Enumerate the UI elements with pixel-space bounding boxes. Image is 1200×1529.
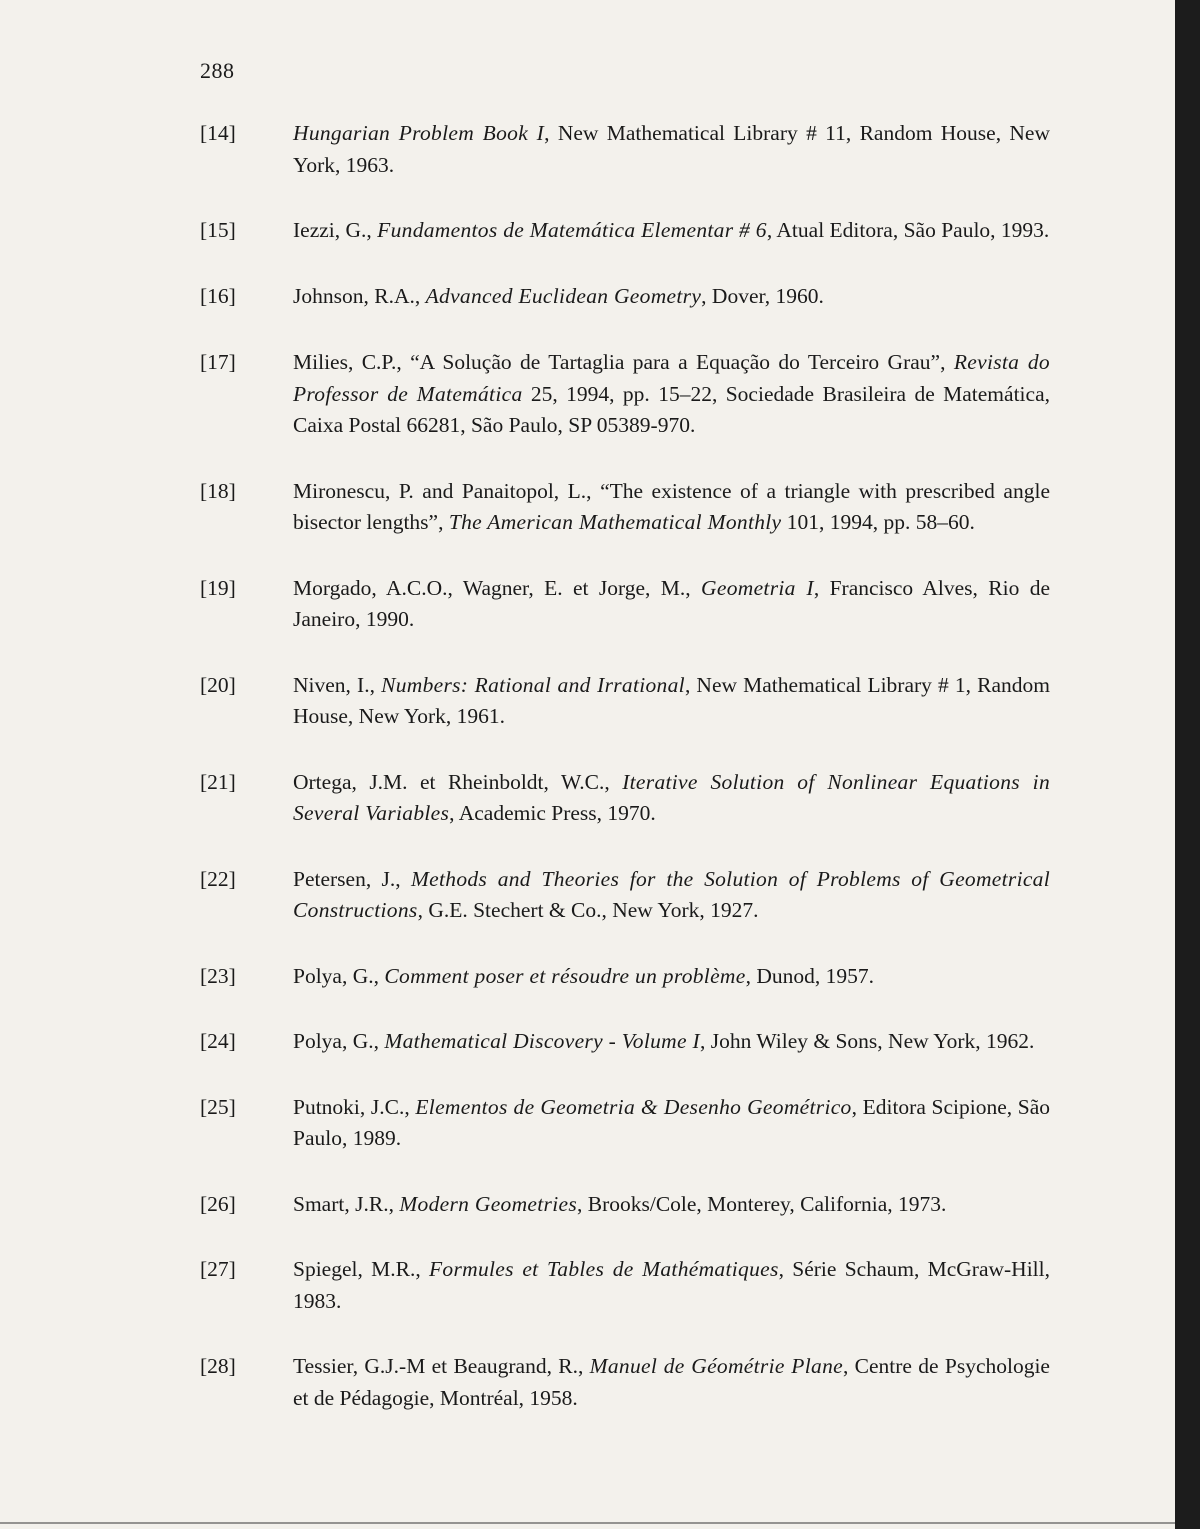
reference-details: , Centre de Psychologie et de Pédagogie, Montréal, 1958. [293, 1354, 1050, 1410]
reference-number: [16] [200, 281, 236, 313]
reference-title: Mathematical Discovery - Volume I [384, 1029, 700, 1053]
reference-title: Manuel de Géométrie Plane [590, 1354, 843, 1378]
reference-number: [22] [200, 864, 236, 896]
reference-number: [14] [200, 118, 236, 150]
reference-authors: Smart, J.R., [293, 1192, 399, 1216]
reference-number: [25] [200, 1092, 236, 1124]
reference-entry [200, 1254, 1050, 1317]
reference-entry [200, 670, 1050, 733]
reference-entry [200, 1351, 1050, 1414]
reference-number: [20] [200, 670, 236, 702]
reference-number: [24] [200, 1026, 236, 1058]
reference-title: Geometria I [701, 576, 814, 600]
reference-number: [17] [200, 347, 236, 379]
reference-details: , Academic Press, 1970. [449, 801, 656, 825]
reference-title: Methods and Theories for the Solution of Problems of Geometrical Constructions [293, 867, 1050, 923]
reference-title: Fundamentos de Matemática Elementar # 6 [377, 218, 767, 242]
reference-authors: Mironescu, P. and Panaitopol, L., “The existence of a triangle with prescribed angle bisector lengths”, [293, 479, 1050, 535]
book-page [0, 0, 1175, 1529]
reference-authors: Iezzi, G., [293, 218, 377, 242]
reference-details: , Brooks/Cole, Monterey, California, 1973. [577, 1192, 946, 1216]
reference-details: 101, 1994, pp. 58–60. [781, 510, 975, 534]
reference-number: [26] [200, 1189, 236, 1221]
reference-authors: Niven, I., [293, 673, 381, 697]
reference-details: , New Mathematical Library # 1, Random House, New York, 1961. [293, 673, 1050, 729]
reference-details: 25, 1994, pp. 15–22, Sociedade Brasileira de Matemática, Caixa Postal 66281, São Paulo, SP 05389-970. [293, 382, 1050, 438]
reference-authors: Putnoki, J.C., [293, 1095, 415, 1119]
reference-authors: Polya, G., [293, 964, 384, 988]
reference-details: , Dunod, 1957. [746, 964, 874, 988]
reference-authors: Morgado, A.C.O., Wagner, E. et Jorge, M., [293, 576, 701, 600]
reference-number: [18] [200, 476, 236, 508]
reference-authors: Spiegel, M.R., [293, 1257, 429, 1281]
reference-entry [200, 1026, 1050, 1058]
reference-details: , Série Schaum, McGraw-Hill, 1983. [293, 1257, 1050, 1313]
reference-entry [200, 961, 1050, 993]
reference-authors: Milies, C.P., “A Solução de Tartaglia para a Equação do Terceiro Grau”, [293, 350, 954, 374]
page-number: 288 [200, 58, 235, 84]
reference-entry [200, 573, 1050, 636]
page-bottom-edge [0, 1522, 1175, 1524]
reference-entry [200, 347, 1050, 442]
reference-number: [23] [200, 961, 236, 993]
reference-details: , New Mathematical Library # 11, Random House, New York, 1963. [293, 121, 1050, 177]
reference-title: Modern Geometries [399, 1192, 577, 1216]
reference-title: Advanced Euclidean Geometry [426, 284, 702, 308]
reference-authors: Polya, G., [293, 1029, 384, 1053]
reference-number: [19] [200, 573, 236, 605]
reference-details: , Editora Scipione, São Paulo, 1989. [293, 1095, 1050, 1151]
reference-authors: Petersen, J., [293, 867, 411, 891]
reference-authors: Ortega, J.M. et Rheinboldt, W.C., [293, 770, 622, 794]
reference-title: Hungarian Problem Book I [293, 121, 544, 145]
reference-title: Revista do Professor de Matemática [293, 350, 1050, 406]
reference-entry [200, 1092, 1050, 1155]
reference-details: , Francisco Alves, Rio de Janeiro, 1990. [293, 576, 1050, 632]
reference-details: , John Wiley & Sons, New York, 1962. [700, 1029, 1034, 1053]
reference-entry [200, 215, 1050, 247]
reference-entry [200, 118, 1050, 181]
reference-title: Formules et Tables de Mathématiques [429, 1257, 779, 1281]
reference-title: Elementos de Geometria & Desenho Geométrico [415, 1095, 851, 1119]
reference-entry [200, 281, 1050, 313]
reference-number: [15] [200, 215, 236, 247]
reference-number: [21] [200, 767, 236, 799]
reference-entry [200, 1189, 1050, 1221]
reference-number: [28] [200, 1351, 236, 1383]
bibliography-list [200, 118, 1050, 1414]
reference-details: , Dover, 1960. [701, 284, 824, 308]
reference-entry [200, 476, 1050, 539]
reference-details: , G.E. Stechert & Co., New York, 1927. [418, 898, 759, 922]
reference-number: [27] [200, 1254, 236, 1286]
reference-title: The American Mathematical Monthly [449, 510, 782, 534]
reference-authors: Tessier, G.J.-M et Beaugrand, R., [293, 1354, 590, 1378]
reference-title: Iterative Solution of Nonlinear Equations in Several Variables [293, 770, 1050, 826]
reference-details: , Atual Editora, São Paulo, 1993. [767, 218, 1049, 242]
reference-authors: Johnson, R.A., [293, 284, 426, 308]
reference-entry [200, 864, 1050, 927]
reference-title: Comment poser et résoudre un problème [384, 964, 745, 988]
scan-border [1175, 0, 1200, 1529]
reference-entry [200, 767, 1050, 830]
reference-title: Numbers: Rational and Irrational [381, 673, 685, 697]
